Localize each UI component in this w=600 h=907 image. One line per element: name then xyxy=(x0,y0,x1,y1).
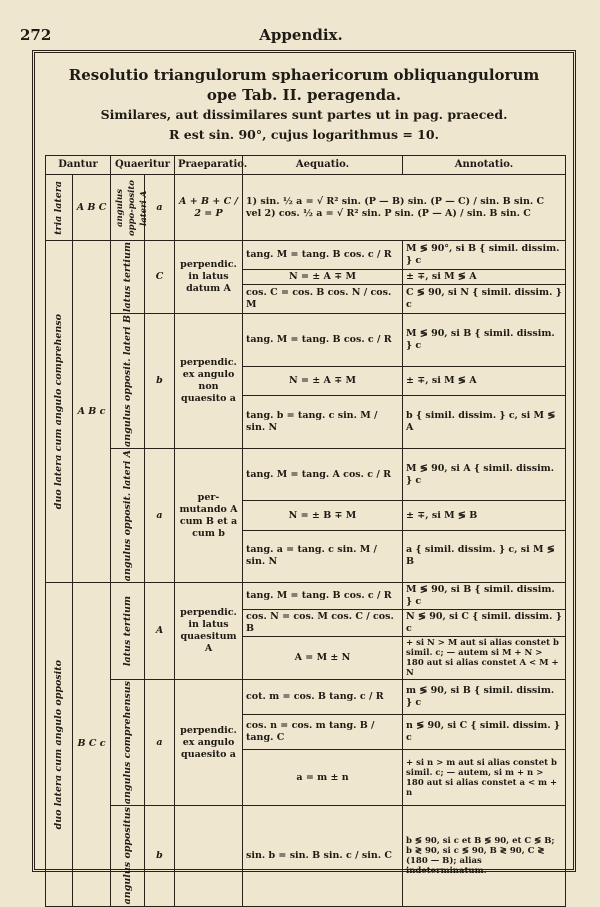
annotatio-cell: ± ∓, si M ≶ A xyxy=(403,366,566,395)
group-label: tria latera xyxy=(46,175,73,241)
quaesitum-symbol: a xyxy=(145,175,175,241)
quaesitum-symbol: C xyxy=(145,241,175,314)
annotatio-cell: ± ∓, si M ≶ A xyxy=(403,269,566,285)
table-row xyxy=(46,175,566,241)
table-frame xyxy=(32,50,576,905)
header-dantur: Dantur xyxy=(46,156,111,175)
group-label: duo latera cum angulo comprehenso xyxy=(46,241,73,583)
annotatio-cell: m ≶ 90, si B { simil. dissim. } c xyxy=(403,680,566,715)
quaesitum-symbol: a xyxy=(145,680,175,806)
group-given: B C c xyxy=(73,583,111,906)
header-row xyxy=(46,156,566,175)
annotatio-cell: M ≶ 90, si A { simil. dissim. } c xyxy=(403,448,566,501)
table-row xyxy=(46,448,566,501)
group-label: duo latera cum angulo opposito xyxy=(46,583,73,906)
header-quaeritur: Quaeritur xyxy=(111,156,175,175)
table-row xyxy=(46,583,566,610)
quaesitum-label: angulus oppo-posito lateri A xyxy=(111,175,145,241)
running-title: Appendix. xyxy=(259,26,343,44)
quaesitum-label: angulus opposit. lateri B xyxy=(111,314,145,449)
aequatio-cell: cot. m = cos. B tang. c / R xyxy=(243,680,403,715)
annotatio-cell: ± ∓, si M ≶ B xyxy=(403,501,566,530)
annotatio-cell: N ≶ 90, si C { simil. dissim. } c xyxy=(403,610,566,637)
group-given: A B c xyxy=(73,241,111,583)
annotatio-cell: a { simil. dissim. } c, si M ≶ B xyxy=(403,530,566,583)
aequatio-cell: tang. M = tang. A cos. c / R xyxy=(243,448,403,501)
aequatio-cell: 1) sin. ½ a = √ R² sin. (P — B) sin. (P — C) / sin. B sin. C vel 2) cos. ½ a = √ R² sin. P sin. (P — A) / sin. B sin. C xyxy=(243,175,566,241)
quaesitum-symbol: b xyxy=(145,314,175,449)
header-praeparatio: Praeparatio. xyxy=(175,156,243,175)
title-line-2: ope Tab. II. peragenda. xyxy=(206,86,402,104)
quaesitum-label: angulus comprehensus xyxy=(111,680,145,806)
table-row xyxy=(46,680,566,715)
aequatio-cell: N = ± A ∓ M xyxy=(243,366,403,395)
aequatio-cell: sin. b = sin. B sin. c / sin. C xyxy=(243,806,403,906)
annotatio-cell: + si n > m aut si alias constet b simil. c; — autem, si m + n > 180 aut si alias constet a < m + n xyxy=(403,750,566,806)
quaesitum-label: latus tertium xyxy=(111,583,145,680)
quaesitum-label: angulus opposit. lateri A xyxy=(111,448,145,582)
praeparatio-cell: perpendic. in latus quaesitum A xyxy=(175,583,243,680)
annotatio-cell: C ≶ 90, si N { simil. dissim. } c xyxy=(403,285,566,314)
aequatio-cell: tang. M = tang. B cos. c / R xyxy=(243,241,403,270)
aequatio-cell: tang. M = tang. B cos. c / R xyxy=(243,314,403,367)
quaesitum-label: angulus oppositus xyxy=(111,806,145,906)
praeparatio-cell: perpendic. ex angulo quaesito a xyxy=(175,680,243,806)
praeparatio-cell: A + B + C / 2 = P xyxy=(175,175,243,241)
praeparatio-cell xyxy=(175,806,243,906)
table-row xyxy=(46,314,566,367)
resolution-table xyxy=(45,155,566,907)
aequatio-cell: a = m ± n xyxy=(243,750,403,806)
title-line-3: Similares, aut dissimilares sunt partes ut in pag. praeced. xyxy=(100,107,508,122)
praeparatio-cell: perpendic. ex angulo non quaesito a xyxy=(175,314,243,449)
annotatio-cell: M ≶ 90, si B { simil. dissim. } c xyxy=(403,314,566,367)
praeparatio-cell: perpendic. in latus datum A xyxy=(175,241,243,314)
aequatio-cell: cos. n = cos. m tang. B / tang. C xyxy=(243,715,403,750)
aequatio-cell: tang. b = tang. c sin. M / sin. N xyxy=(243,396,403,449)
title-block xyxy=(35,65,573,145)
page-number: 272 xyxy=(20,26,52,44)
annotatio-cell: + si N > M aut si alias constet b simil. c; — autem si M + N > 180 aut si alias constet A < M + N xyxy=(403,637,566,680)
aequatio-cell: tang. M = tang. B cos. c / R xyxy=(243,583,403,610)
title-line-1: Resolutio triangulorum sphaericorum obliquangulorum xyxy=(68,66,540,84)
header-aequatio: Aequatio. xyxy=(243,156,403,175)
quaesitum-label: latus tertium xyxy=(111,241,145,314)
aequatio-cell: cos. C = cos. B cos. N / cos. M xyxy=(243,285,403,314)
table-row xyxy=(46,241,566,270)
annotatio-cell: b ≶ 90, si c et B ≶ 90, et C ≶ B; b ≷ 90, si c ≶ 90, B ≷ 90, C ≷ (180 — B); alias indeterminatum. xyxy=(403,806,566,906)
quaesitum-symbol: b xyxy=(145,806,175,906)
praeparatio-cell: per-mutando A cum B et a cum b xyxy=(175,448,243,582)
aequatio-cell: N = ± B ∓ M xyxy=(243,501,403,530)
aequatio-cell: A = M ± N xyxy=(243,637,403,680)
aequatio-cell: cos. N = cos. M cos. C / cos. B xyxy=(243,610,403,637)
table-row xyxy=(46,806,566,906)
header-annotatio: Annotatio. xyxy=(403,156,566,175)
quaesitum-symbol: A xyxy=(145,583,175,680)
title-line-4: R est sin. 90°, cujus logarithmus = 10. xyxy=(169,127,439,142)
annotatio-cell: n ≶ 90, si C { simil. dissim. } c xyxy=(403,715,566,750)
annotatio-cell: M ≶ 90, si B { simil. dissim. } c xyxy=(403,583,566,610)
quaesitum-symbol: a xyxy=(145,448,175,582)
annotatio-cell: M ≶ 90°, si B { simil. dissim. } c xyxy=(403,241,566,270)
page-header xyxy=(18,26,584,48)
annotatio-cell: b { simil. dissim. } c, si M ≶ A xyxy=(403,396,566,449)
aequatio-cell: tang. a = tang. c sin. M / sin. N xyxy=(243,530,403,583)
aequatio-cell: N = ± A ∓ M xyxy=(243,269,403,285)
group-given: A B C xyxy=(73,175,111,241)
